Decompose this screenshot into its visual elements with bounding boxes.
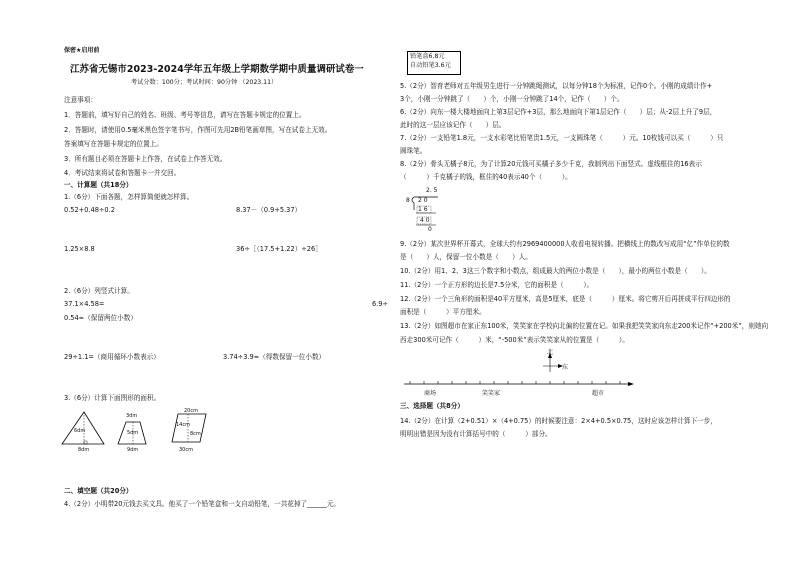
parallelogram-side-label: 8cm xyxy=(190,431,201,437)
question-14-line2: 明明出错是因为没有计算括号中的（ ）部分。 xyxy=(400,430,552,438)
calc-item: 37.1×4.58= xyxy=(64,300,105,308)
confidential-label: 保密★启用前 xyxy=(64,47,100,54)
question-1-prompt: 1.（6分）下面各题，怎样算简便就怎样算。 xyxy=(64,193,194,201)
price-tag-pencil: 自动铅笔3.6元 xyxy=(410,62,451,69)
question-13-line2: 西走300米可记作（ ）米，“-500米”表示笑笑家从的位置是（ ）。 xyxy=(400,336,629,344)
question-12-line1: 12.（2分）一个三角形的面积是40平方厘米，高是5厘米，底是（ ）厘米。将它剪开后再拼成平行四边形的 xyxy=(400,295,731,303)
calc-item: 0.52+0.48÷0.2 xyxy=(64,206,115,214)
price-tag-box xyxy=(407,51,461,75)
calc-item: 0.54≈（保留两位小数） xyxy=(64,314,137,322)
section3-heading: 三、选择题（共8分） xyxy=(400,402,464,410)
note-item: 1．答题前，填写好自己的姓名、班级、考号等信息，请写在答题卡规定的位置上。 xyxy=(64,111,306,119)
page-title: 江苏省无锡市2023-2024学年五年级上学期数学期中质量调研试卷一 xyxy=(70,64,364,75)
question-5-line2: 3个，小刚一分钟跳了（ ）个，小刚一分钟跳了14个，记作（ ）个。 xyxy=(400,95,624,103)
question-5-line1: 5.（2分）智育老师对五年级男生进行一分钟跳绳测试，以每分钟18个为标准，记作0个。小刚的成绩计作+ xyxy=(400,82,713,90)
section2-heading: 二、填空题（共20分） xyxy=(64,487,133,495)
question-12-line2: 面积是（ ）平方厘米。 xyxy=(400,308,486,316)
parallelogram-top-label: 20cm xyxy=(184,408,198,414)
map-label-supermarket: 超市 xyxy=(592,390,605,397)
dividend: 2 0 xyxy=(418,197,428,204)
question-14-line1: 14.（2分）在计算（2+0.51）×（4+0.75）的时候要注意：2×4+0.5×0.75，这时应该怎样计算下一步， xyxy=(400,417,717,425)
trapezoid-top-label: 3dm xyxy=(126,413,138,419)
note-item: 4．考试结束将试卷和答题卡一并交回。 xyxy=(64,169,181,177)
parallelogram-shape xyxy=(172,414,206,442)
question-9-line1: 9.（2分）某次世界杯开幕式，全球大约有2969400000人收看电视转播。把横线上的数改写成用“亿”作单位的数 xyxy=(400,240,730,248)
calc-item: 36÷［（17.5+1.22）÷26］ xyxy=(236,245,322,253)
triangle-base-label: 8dm xyxy=(78,447,90,453)
trapezoid-height-label: 5dm xyxy=(127,430,139,436)
question-3-prompt: 3.（6分）计算下面图形的面积。 xyxy=(64,394,161,402)
quotient: 2. 5 xyxy=(426,187,438,194)
exam-info: 考试分数：100分；考试时间：90分钟 （2023.11） xyxy=(131,79,278,86)
note-item: 3．所有题目必须在答题卡上作答，在试卷上作答无效。 xyxy=(64,155,227,163)
division-bracket xyxy=(412,197,414,210)
division-remainder: 0 xyxy=(428,226,432,233)
price-tag-pencil-box: 铅笔盒6.8元 xyxy=(410,53,445,60)
division-step: 4 0 xyxy=(420,217,430,224)
question-6-line1: 6.（2分）向东一楼大楼地面向上第3层记作+3层，那么地面向下第1层记作（ ）层；从-2层上升了9层， xyxy=(400,108,717,116)
trapezoid-bottom-label: 9dm xyxy=(127,447,139,453)
map-label-mall: 商场 xyxy=(424,390,437,397)
calc-item: 29÷1.1=（商用循环小数表示） xyxy=(64,353,160,361)
direction-map xyxy=(400,348,730,400)
question-6-line2: 此时的这一层应该记作（ ）层。 xyxy=(400,121,506,129)
number-line-ticks xyxy=(410,381,620,384)
calc-item: 3.74÷3.9≈（得数保留一位小数） xyxy=(223,353,326,361)
map-label-home: 笑笑家 xyxy=(482,390,501,397)
parallelogram-height-label: 14cm xyxy=(176,422,190,428)
question-7-line2: 圆珠笔。 xyxy=(400,147,427,155)
question-13-line1: 13.（2分）如图超市在家正东100米，笑笑家在学校向北偏的位置在记。如果我把笑笑家向东走200米记作“+200米”，则她向 xyxy=(400,322,769,330)
question-2-prompt: 2.（6分）列竖式计算。 xyxy=(64,287,134,295)
triangle-height-label: 6dm xyxy=(74,428,86,434)
division-step: 1 6 xyxy=(418,206,428,213)
east-label: 东 xyxy=(562,364,569,371)
parallelogram-bottom-label: 30cm xyxy=(179,447,193,453)
question-11: 11.（2分）一个正方形的边长是7.5分米，它的面积是（ ）。 xyxy=(400,281,594,289)
question-9-line2: 是（ ）人，保留一位小数是（ ）人。 xyxy=(400,253,532,261)
right-angle-mark xyxy=(84,441,87,444)
calc-item: 6.9÷ xyxy=(372,300,389,308)
north-label: 北 xyxy=(547,349,554,356)
divisor: 8 xyxy=(406,197,410,204)
question-4: 4.（2分）小明带20元钱去买文具。他买了一个铅笔盒和一支自动铅笔，一共花掉了______元。 xyxy=(64,500,341,508)
calc-item: 1.25×8.8 xyxy=(64,245,95,253)
question-10: 10.（2分）用1、2、3这三个数字和小数点，组成最大的两位小数是（ ），最小的两位小数是（ ）。 xyxy=(400,267,711,275)
question-8-line2: （ ）千克橘子的钱，框住的40表示40个（ ）。 xyxy=(400,173,572,181)
calc-item: 8.37－（0.9+5.37） xyxy=(236,206,302,214)
notes-heading: 注意事项： xyxy=(64,96,97,104)
note-item: 2．答题时，请使用0.5毫米黑色签字笔书写，作图可先用2B铅笔画草图，写在试卷上无效。 xyxy=(64,126,332,134)
question-7-line1: 7.（2分）一支铅笔1.8元，一支水彩笔比铅笔贵1.5元，一支圆珠笔（ ）元。10枚钱可以买（ ）只 xyxy=(400,134,724,142)
number-line-arrow xyxy=(628,382,634,386)
note-item: 答案填写在答题卡规定的位置上。 xyxy=(64,140,163,148)
question-8-line1: 8.（2分）骨头无橘子8元，为了计算20元钱可买橘子多少千克，我制列出下面竖式。虚线框住的16表示 xyxy=(400,160,702,168)
section1-heading: 一、计算题（共18分） xyxy=(64,181,133,189)
